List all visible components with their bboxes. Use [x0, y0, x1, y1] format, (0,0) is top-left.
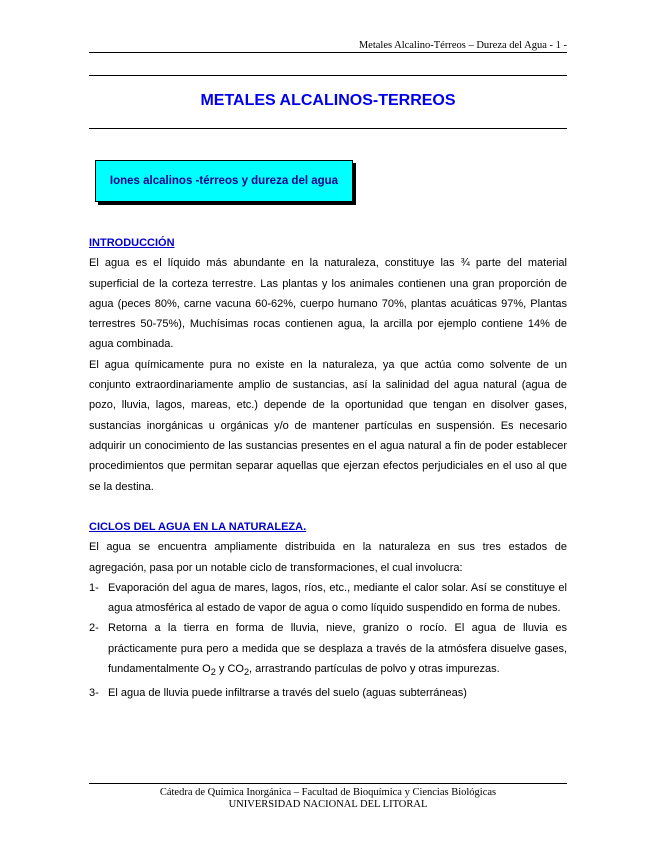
ciclos-list — [89, 578, 567, 703]
footer-rule — [89, 783, 567, 784]
footer-line-2: UNIVERSIDAD NACIONAL DEL LITORAL — [228, 798, 428, 810]
title-top-rule — [89, 75, 567, 76]
ciclos-intro: El agua se encuentra ampliamente distribuida en la naturaleza en sus tres estados de agregación, pasa por un notable ciclo de transformaciones, el cual involucra: — [89, 541, 567, 574]
text-part: Retorna a la tierra en forma de lluvia, nieve, granizo o rocío. El agua de lluvia es prácticamente pura pero a medida que se desplaza a través de la atmósfera disuelve gases, fundamentalmente O — [108, 622, 567, 676]
footer-line-1: Cátedra de Química Inorgánica – Facultad de Bioquímica y Ciencias Biológicas — [159, 787, 497, 798]
list-item-number: 1- — [89, 581, 99, 594]
intro-paragraph-1: El agua es el líquido más abundante en la naturaleza, constituye las ¾ parte del material superficial de la corteza terrestre. Las plantas y los animales contienen una gran proporción de agua (peces 80%, carne vacuna 60-62%, cuerpo humano 70%, plantas acuáticas 97%, Plantas terrestres 50-75%), Muchísimas rocas contienen agua, la arcilla por ejemplo contiene 14% de agua combinada. — [89, 257, 567, 351]
list-item-number: 2- — [89, 622, 99, 635]
section-ciclos — [89, 517, 567, 703]
title-bottom-rule — [89, 128, 567, 129]
running-header: Metales Alcalino-Térreos – Dureza del Agua - 1 - — [358, 40, 567, 51]
highlight-box: Iones alcalinos -térreos y dureza del agua — [95, 160, 353, 202]
section-introduccion — [89, 233, 567, 497]
list-item-text: Evaporación del agua de mares, lagos, ríos, etc., mediante el calor solar. Así se constituye el agua atmosférica al estado de vapor de agua o como líquido suspendido en forma de nubes. — [108, 581, 567, 615]
page-title: METALES ALCALINOS-TERREOS — [200, 92, 456, 109]
intro-paragraph-2: El agua químicamente pura no existe en la naturaleza, ya que actúa como solvente de un conjunto extraordinariamente amplio de sustancias, así la salinidad del agua natural (agua de pozo, lluvia, lagos, mareas, etc.) depende de la oportunidad que tengan en disolver gases, sustancias inorgánicas u orgánicas y/o de mantener partículas en suspensión. Es necesario adquirir un conocimiento de las sustancias presentes en el agua natural a fin de poder establecer procedimientos que permitan separar aquellas que ejerzan efectos perjudiciales en el uso al que se la destina. — [89, 358, 567, 493]
section-heading-introduccion: INTRODUCCIÓN — [89, 237, 175, 249]
list-item — [89, 618, 567, 682]
header-rule — [89, 52, 567, 53]
list-item-number: 3- — [89, 686, 99, 699]
list-item — [89, 578, 567, 619]
text-part: y CO — [215, 663, 244, 676]
subscript: 2 — [243, 667, 250, 678]
list-item-text — [108, 622, 567, 678]
section-heading-ciclos: CICLOS DEL AGUA EN LA NATURALEZA. — [89, 521, 307, 533]
list-item — [89, 683, 567, 703]
page-footer — [89, 787, 567, 810]
list-item-text: El agua de lluvia puede infiltrarse a través del suelo (aguas subterráneas) — [108, 686, 467, 699]
subscript: 2 — [210, 667, 216, 678]
text-part: , arrastrando partículas de polvo y otras impurezas. — [249, 663, 500, 676]
